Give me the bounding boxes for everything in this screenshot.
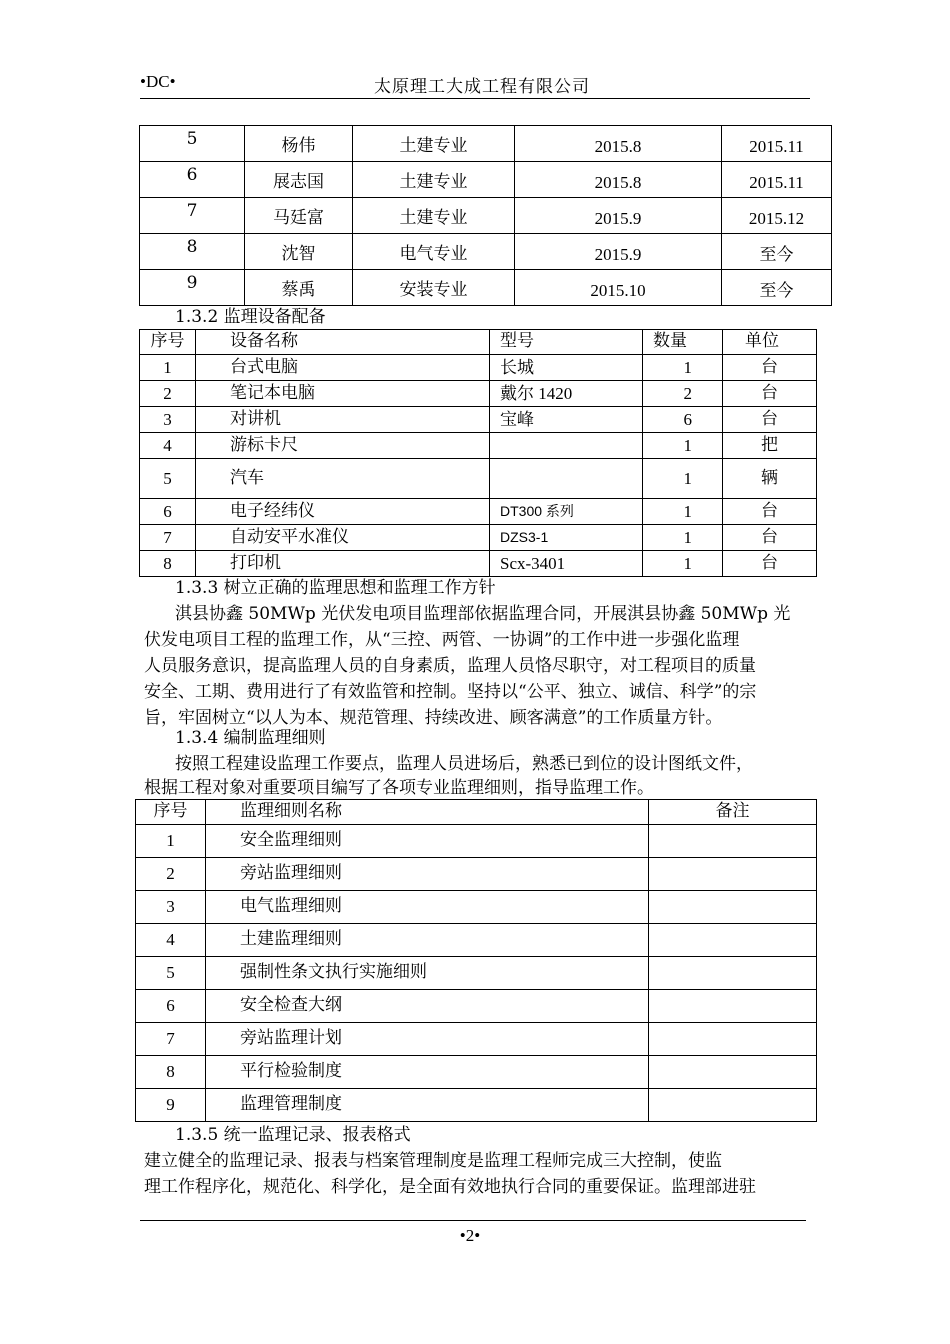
staff-end-cell: 2015.11 [722, 162, 832, 198]
staff-specialty-cell: 土建专业 [353, 162, 515, 198]
equipment-row [140, 355, 817, 381]
paragraph-line: 按照工程建设监理工作要点，监理人员进场后，熟悉已到位的设计图纸文件， [175, 754, 753, 774]
equipment-qty-cell: 1 [643, 433, 723, 459]
rules-note-cell [649, 858, 817, 891]
staff-name-cell: 展志国 [245, 162, 353, 198]
staff-name-cell: 沈智 [245, 234, 353, 270]
section-1-3-4-heading: 1.3.4 编制监理细则 [175, 728, 326, 748]
staff-table [139, 125, 832, 306]
equipment-name-cell: 汽车 [196, 459, 490, 499]
rules-index-cell: 3 [136, 891, 206, 924]
staff-end-cell: 2015.11 [722, 126, 832, 162]
rules-index-cell: 2 [136, 858, 206, 891]
equipment-row [140, 551, 817, 577]
staff-index-cell: 6 [140, 162, 245, 198]
equipment-header-cell: 序号 [140, 330, 196, 355]
paragraph-line: 理工作程序化，规范化、科学化，是全面有效地执行合同的重要保证。监理部进驻 [144, 1177, 756, 1197]
header-logo-text: •DC• [140, 72, 176, 91]
equipment-unit-cell: 台 [723, 407, 817, 433]
equipment-index-cell: 6 [140, 499, 196, 525]
equipment-model-cell: DT300 系列 [490, 499, 643, 525]
staff-start-cell: 2015.9 [515, 198, 722, 234]
rules-row [136, 825, 817, 858]
equipment-model-cell: 戴尔 1420 [490, 381, 643, 407]
equipment-name-cell: 电子经纬仪 [196, 499, 490, 525]
equipment-name-cell: 游标卡尺 [196, 433, 490, 459]
rules-header-cell: 备注 [649, 800, 817, 825]
rules-header-row [136, 800, 817, 825]
equipment-row [140, 525, 817, 551]
staff-row [140, 126, 832, 162]
staff-row [140, 234, 832, 270]
equipment-qty-cell: 1 [643, 499, 723, 525]
equipment-header-cell: 型号 [490, 330, 643, 355]
paragraph-line: 伏发电项目工程的监理工作，从“三控、两管、一协调”的工作中进一步强化监理 [144, 630, 740, 650]
header-company-name: 太原理工大成工程有限公司 [374, 77, 590, 97]
equipment-header-cell: 设备名称 [196, 330, 490, 355]
rules-row [136, 1056, 817, 1089]
staff-end-cell: 至今 [722, 270, 832, 306]
equipment-unit-cell: 辆 [723, 459, 817, 499]
equipment-model-cell: 长城 [490, 355, 643, 381]
paragraph-line: 根据工程对象对重要项目编写了各项专业监理细则，指导监理工作。 [144, 778, 654, 798]
staff-index-cell: 7 [140, 198, 245, 234]
paragraph-line: 建立健全的监理记录、报表与档案管理制度是监理工程师完成三大控制，使监 [144, 1151, 722, 1171]
rules-name-cell: 旁站监理计划 [206, 1023, 649, 1056]
rules-row [136, 858, 817, 891]
equipment-header-cell: 单位 [723, 330, 817, 355]
rules-table [135, 799, 817, 1122]
rules-note-cell [649, 1023, 817, 1056]
equipment-qty-cell: 1 [643, 355, 723, 381]
staff-name-cell: 杨伟 [245, 126, 353, 162]
staff-start-cell: 2015.9 [515, 234, 722, 270]
equipment-index-cell: 7 [140, 525, 196, 551]
rules-name-cell: 电气监理细则 [206, 891, 649, 924]
equipment-row [140, 407, 817, 433]
staff-row [140, 162, 832, 198]
rules-index-cell: 7 [136, 1023, 206, 1056]
equipment-index-cell: 1 [140, 355, 196, 381]
rules-note-cell [649, 990, 817, 1023]
rules-header-cell: 序号 [136, 800, 206, 825]
paragraph-line: 人员服务意识，提高监理人员的自身素质，监理人员恪尽职守，对工程项目的质量 [144, 656, 756, 676]
staff-row [140, 198, 832, 234]
rules-name-cell: 土建监理细则 [206, 924, 649, 957]
staff-end-cell: 2015.12 [722, 198, 832, 234]
rules-index-cell: 4 [136, 924, 206, 957]
rules-index-cell: 1 [136, 825, 206, 858]
section-1-3-5-heading: 1.3.5 统一监理记录、报表格式 [175, 1125, 411, 1145]
equipment-header-cell: 数量 [643, 330, 723, 355]
rules-note-cell [649, 1089, 817, 1122]
equipment-name-cell: 打印机 [196, 551, 490, 577]
equipment-unit-cell: 把 [723, 433, 817, 459]
equipment-model-cell: 宝峰 [490, 407, 643, 433]
staff-start-cell: 2015.8 [515, 162, 722, 198]
rules-header-cell: 监理细则名称 [206, 800, 649, 825]
rules-name-cell: 监理管理制度 [206, 1089, 649, 1122]
equipment-header-row [140, 330, 817, 355]
paragraph-line: 安全、工期、费用进行了有效监管和控制。坚持以“公平、独立、诚信、科学”的宗 [144, 682, 757, 702]
equipment-unit-cell: 台 [723, 525, 817, 551]
rules-note-cell [649, 825, 817, 858]
staff-index-cell: 9 [140, 270, 245, 306]
equipment-unit-cell: 台 [723, 355, 817, 381]
rules-row [136, 1089, 817, 1122]
rules-row [136, 1023, 817, 1056]
equipment-row [140, 499, 817, 525]
rules-row [136, 891, 817, 924]
equipment-qty-cell: 6 [643, 407, 723, 433]
staff-end-cell: 至今 [722, 234, 832, 270]
equipment-index-cell: 2 [140, 381, 196, 407]
equipment-unit-cell: 台 [723, 551, 817, 577]
equipment-index-cell: 5 [140, 459, 196, 499]
equipment-name-cell: 台式电脑 [196, 355, 490, 381]
equipment-row [140, 433, 817, 459]
equipment-qty-cell: 2 [643, 381, 723, 407]
staff-specialty-cell: 电气专业 [353, 234, 515, 270]
rules-row [136, 990, 817, 1023]
equipment-index-cell: 8 [140, 551, 196, 577]
paragraph-line: 淇县协鑫 50MWp 光伏发电项目监理部依据监理合同，开展淇县协鑫 50MWp 光 [175, 604, 791, 624]
rules-name-cell: 安全检查大纲 [206, 990, 649, 1023]
equipment-qty-cell: 1 [643, 525, 723, 551]
equipment-index-cell: 3 [140, 407, 196, 433]
section-1-3-3-heading: 1.3.3 树立正确的监理思想和监理工作方针 [175, 578, 496, 598]
equipment-index-cell: 4 [140, 433, 196, 459]
equipment-model-cell [490, 433, 643, 459]
equipment-name-cell: 自动安平水准仪 [196, 525, 490, 551]
staff-row [140, 270, 832, 306]
rules-name-cell: 平行检验制度 [206, 1056, 649, 1089]
equipment-unit-cell: 台 [723, 499, 817, 525]
paragraph-line: 旨，牢固树立“以人为本、规范管理、持续改进、顾客满意”的工作质量方针。 [144, 708, 723, 728]
rules-index-cell: 8 [136, 1056, 206, 1089]
rules-index-cell: 5 [136, 957, 206, 990]
staff-index-cell: 8 [140, 234, 245, 270]
staff-name-cell: 蔡禹 [245, 270, 353, 306]
staff-specialty-cell: 土建专业 [353, 198, 515, 234]
header-rule [140, 98, 810, 99]
page-header [140, 72, 610, 96]
equipment-unit-cell: 台 [723, 381, 817, 407]
rules-index-cell: 9 [136, 1089, 206, 1122]
rules-name-cell: 旁站监理细则 [206, 858, 649, 891]
staff-start-cell: 2015.8 [515, 126, 722, 162]
staff-name-cell: 马廷富 [245, 198, 353, 234]
equipment-row [140, 459, 817, 499]
rules-note-cell [649, 1056, 817, 1089]
rules-name-cell: 强制性条文执行实施细则 [206, 957, 649, 990]
rules-name-cell: 安全监理细则 [206, 825, 649, 858]
equipment-model-cell [490, 459, 643, 499]
equipment-name-cell: 笔记本电脑 [196, 381, 490, 407]
equipment-table [139, 329, 817, 577]
staff-specialty-cell: 土建专业 [353, 126, 515, 162]
rules-row [136, 924, 817, 957]
staff-specialty-cell: 安装专业 [353, 270, 515, 306]
footer-rule [140, 1220, 806, 1221]
staff-index-cell: 5 [140, 126, 245, 162]
rules-note-cell [649, 891, 817, 924]
equipment-model-cell: DZS3-1 [490, 525, 643, 551]
rules-row [136, 957, 817, 990]
equipment-qty-cell: 1 [643, 551, 723, 577]
rules-note-cell [649, 957, 817, 990]
equipment-qty-cell: 1 [643, 459, 723, 499]
staff-start-cell: 2015.10 [515, 270, 722, 306]
section-1-3-2-heading: 1.3.2 监理设备配备 [175, 307, 326, 327]
rules-index-cell: 6 [136, 990, 206, 1023]
equipment-name-cell: 对讲机 [196, 407, 490, 433]
equipment-row [140, 381, 817, 407]
equipment-model-cell: Scx-3401 [490, 551, 643, 577]
page-number: •2• [459, 1226, 481, 1245]
rules-note-cell [649, 924, 817, 957]
